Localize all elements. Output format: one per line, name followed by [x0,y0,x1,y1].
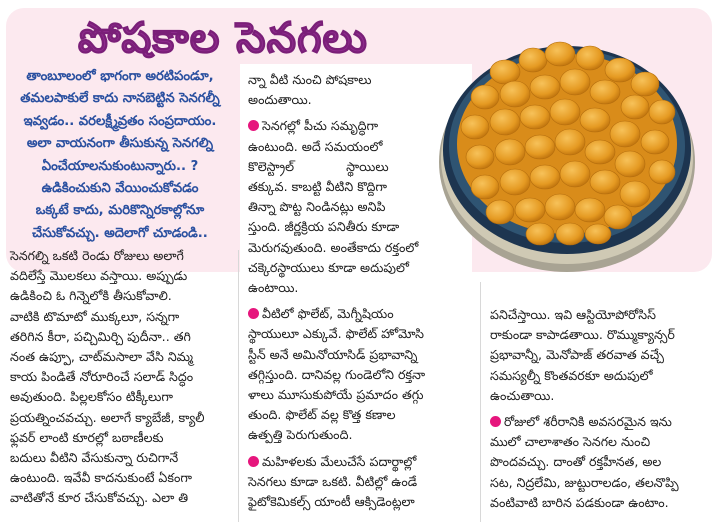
column-divider [238,250,239,522]
body-line: నంత ఉప్పూ, చాట్‌మసాలా వేసి నిమ్మ [10,349,193,365]
article-title: పోషకాల సెనగలు [78,13,368,62]
body-line: సెనగల్ని ఒకటి రెండు రోజులు అలాగే [10,248,184,263]
column-divider [480,282,481,522]
body-line: కాయ పిండితే నోరూరించే సలాడ్ సిద్ధం [10,369,194,385]
body-line: సెనగల్లో పీచు సమృద్ధిగా [248,116,470,136]
body-line: ప్రభావాన్నీ, మెనోపాజ్ తరవాత వచ్చే [490,347,665,363]
body-line: బదులు వీటిని వేసుకున్నా రుచిగానే [10,450,179,466]
intro-line: తాంబూలంలో భాగంగా అరటిపండూ, [26,69,214,84]
body-line: అవుతుంది. పిల్లలకోసం టిక్కీలుగా [10,389,173,405]
column-three [490,305,712,513]
body-line: ళాలు మూసుకుపోయే ప్రమాదం తగ్గు [248,387,424,403]
bullet-dot-icon [490,416,501,427]
body-line: రోజులో శరీరానికి అవసరమైన ఇను [490,412,712,432]
body-line: ప్రయత్నించవచ్చు. అలాగే క్యాబేజీ, క్యాలీ [10,409,205,425]
body-line: వదిలేస్తే మొలకలు వస్తాయి. అప్పుడు [10,268,188,284]
body-line: సట, నిద్రలేమి, జుట్టురాలడం, తలనొప్పి [490,474,679,490]
body-line: ఉంటాయి. [248,280,299,296]
body-line: ఉడికించి ఓ గిన్నెలోకి తీసుకోవాలి. [10,288,172,304]
body-line: అందుతాయి. [248,92,312,108]
intro-line: ఏంచేయాలనుకుంటున్నారు.. ? [41,158,199,174]
body-line: ఫ్లవర్ లాంటి కూరల్లో బఠాణీలకు [10,429,164,445]
column-two [248,70,470,512]
body-line: పొందవచ్చు. దాంతో రక్తహీనత, అల [490,454,662,470]
body-line: తుంది. ఫొలేట్ వల్ల కొత్త కణాల [248,407,396,423]
body-line: రాకుండా కాపాడతాయి. రొమ్ముక్యాన్సర్ [490,327,675,343]
body-line: సమస్యల్నీ కొంతవరకూ అదుపులో [490,367,653,383]
body-line: వీటిలో ఫొలేట్, మెగ్నీషియం [248,304,470,324]
bullet-dot-icon [248,308,259,319]
body-line: మహిళలకు మేలుచేసే పదార్థాల్లో [248,452,470,472]
body-line: సెనగలు కూడా ఒకటి. వీటిల్లో ఉండే [248,473,418,489]
intro-line: ఉడికించుకుని వేయించుకోవడం [41,181,199,197]
body-line: వాటితోనే కూర చేసుకోవచ్చు. ఎలా తి [10,490,189,506]
body-line: చక్కెరస్థాయులు కూడా అదుపులో [248,259,409,275]
body-line: న్నా వీటి నుంచి పోషకాలు [248,72,372,87]
body-line: వాటికి టొమాటో ముక్కలూ, సన్నగా [10,308,180,324]
body-line: తరిగిన కీరా, పచ్చిమిర్చి పుదీనా.. తగి [10,328,191,344]
intro-blurb [8,66,232,244]
body-line: స్టీన్ అనే అమినోయాసిడ్ ప్రభావాన్ని [248,346,418,362]
body-line: ఉత్పత్తి పెరుగుతుంది. [248,427,353,443]
body-line: స్తుంది. జీర్ణక్రియ పనితీరు కూడా [248,219,400,235]
body-line: పనిచేస్తాయి. ఇవి ఆస్టియోపోరోసిస్ [490,307,656,322]
body-line: మెరుగవుతుంది. అంతేకాదు రక్తంలో [248,239,419,255]
body-line: ఫైటోకెమికల్స్ యాంటీ ఆక్సిడెంట్లలా [248,494,415,510]
bullet-dot-icon [248,456,259,467]
chickpea-bowl-image [430,12,700,274]
intro-line: ఒక్కటే కాదు, మరికొన్నిరకాల్లోనూ [35,203,205,219]
body-line: ములో చాలాశాతం సెనగల నుంచి [490,434,651,450]
body-line: తగ్గిస్తుంది. దానివల్ల గుండెలోని రక్తనా [248,366,426,382]
body-line: కొలెస్ట్రాల్ స్థాయిలు [248,158,389,174]
body-line: స్థాయులూ ఎక్కువే. ఫొలేట్ హోమోసి [248,326,424,342]
bullet-dot-icon [248,120,259,131]
intro-line: చేసుకోవచ్చు. అదెలాగో చూడండి.. [32,225,208,241]
intro-line: తమలపాకులే కాదు నానబెట్టిన సెనగల్నీ [20,91,220,107]
body-line: వంటివాటి బారిన పడకుండా ఉంటాం. [490,494,669,510]
body-line: ఉంచుతాయి. [490,387,555,403]
body-line: ఉంటుంది. అదే సమయంలో [248,138,383,154]
intro-line: అలా వాయనంగా తీసుకున్న సెనగల్ని [26,136,214,152]
body-line: తక్కువ. కాబట్టి వీటిని కొద్దిగా [248,179,387,195]
body-line: తిన్నా పొట్ట నిండినట్లు అనిపి [248,199,386,215]
intro-line: ఇవ్వడం.. వరలక్ష్మీవ్రతం సంప్రదాయం. [23,113,217,129]
column-one [10,246,232,509]
body-line: ఉంటుంది. ఇవేవీ కాదనుకుంటే ఏకంగా [10,470,192,486]
